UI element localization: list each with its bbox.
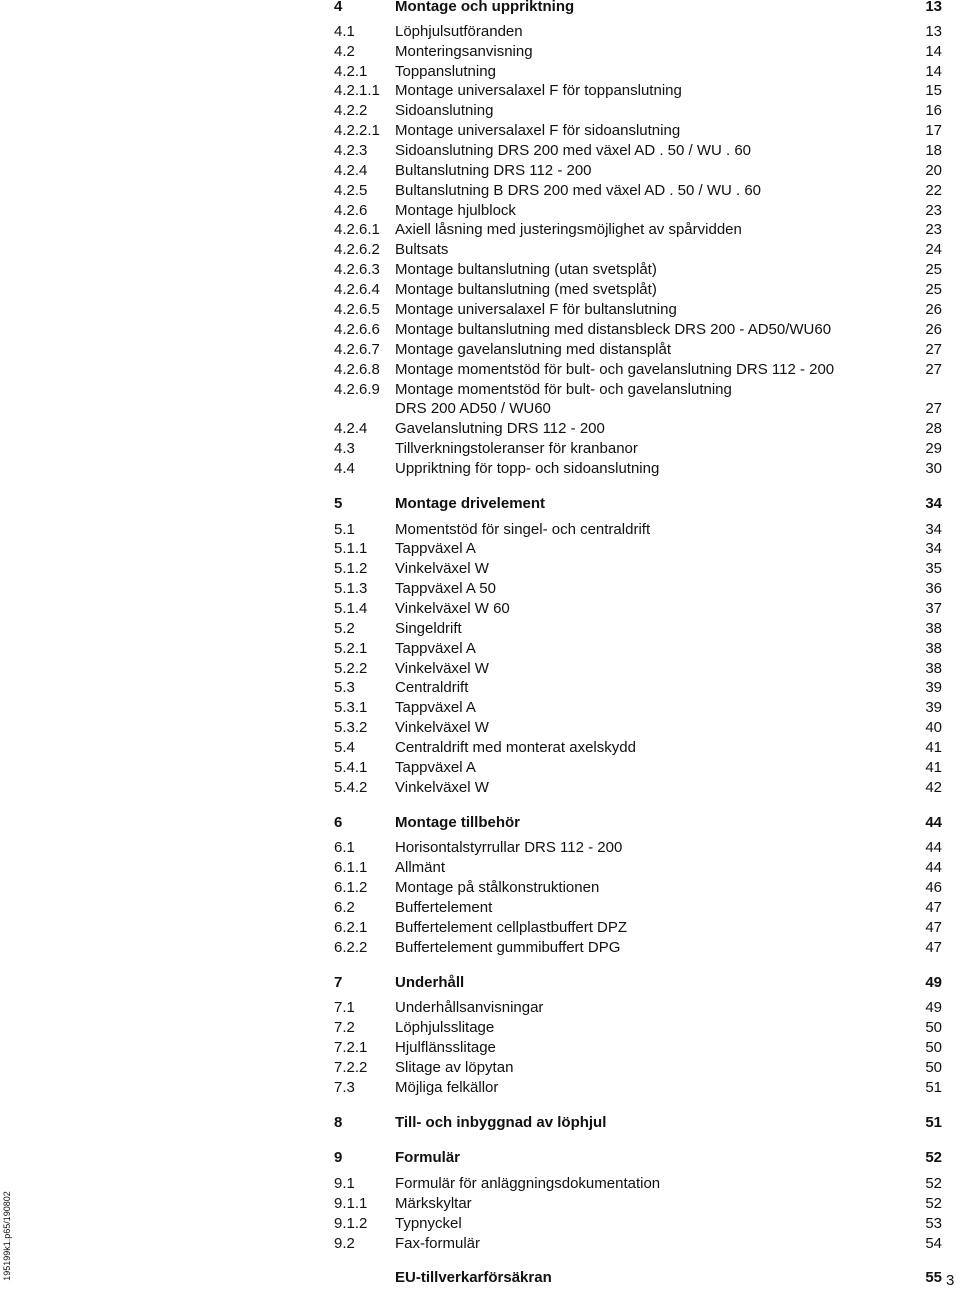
toc-heading [334,813,942,833]
toc-section-number: 4.2.6.3 [334,261,380,278]
toc-entry [334,1018,942,1038]
toc-page-number: 38 [925,640,942,657]
toc-section-title: Axiell låsning med justeringsmöjlighet av spårvidden [395,221,742,238]
toc-section-title: Centraldrift [395,679,469,696]
toc-section-title: Slitage av löpytan [395,1059,514,1076]
toc-section-number: 4.2.6 [334,202,368,219]
toc-section-title: Formulär [395,1149,461,1166]
toc-section-title: Montage gavelanslutning med distansplåt [395,341,672,358]
toc-entry [334,42,942,62]
toc-page-number: 25 [925,281,942,298]
toc-section-number: 4.2.6.4 [334,281,380,298]
toc-entry [334,260,942,280]
toc-section-title: Montage universalaxel F för sidoanslutning [395,122,681,139]
toc-page-number: 26 [925,321,942,338]
toc-entry [334,938,942,958]
toc-page-number: 55 [925,1269,942,1286]
toc-section-title: Montage universalaxel F för bultanslutning [395,301,677,318]
toc-section-number: 6.2.1 [334,919,368,936]
toc-section-number: 5.4.1 [334,759,368,776]
toc-entry [334,220,942,240]
toc-entry [334,698,942,718]
toc-section-title: Momentstöd för singel- och centraldrift [395,521,651,538]
toc-page-number: 38 [925,660,942,677]
toc-page-number: 52 [925,1195,942,1212]
toc-section-number: 9.1.1 [334,1195,368,1212]
toc-page-number: 23 [925,221,942,238]
toc-section-number: 5.4.2 [334,779,368,796]
toc-section-number: 5.3.1 [334,699,368,716]
toc-heading [334,1113,942,1133]
toc-page-number: 13 [925,0,942,15]
toc-section-number: 5.2.2 [334,660,368,677]
toc-page-number: 39 [925,699,942,716]
toc-entry [334,639,942,659]
toc-section-number: 6.2.2 [334,939,368,956]
toc-section-number: 7.2.1 [334,1039,368,1056]
toc-entry [334,539,942,559]
toc-section-number: 4.2.6.8 [334,361,380,378]
toc-page-number: 16 [925,102,942,119]
toc-entry [334,141,942,161]
toc-section-title: Bultanslutning DRS 112 - 200 [395,162,592,179]
toc-entry [334,1234,942,1254]
toc-page-number: 25 [925,261,942,278]
toc-entry [334,399,942,419]
toc-page-number: 46 [925,879,942,896]
toc-page-number: 37 [925,600,942,617]
toc-section-title: Montage och uppriktning [395,0,575,15]
toc-page-number: 27 [925,341,942,358]
toc-section-number: 4.2.4 [334,162,368,179]
toc-section-title: Singeldrift [395,620,462,637]
toc-section-title: Möjliga felkällor [395,1079,499,1096]
toc-section-number: 7.3 [334,1079,355,1096]
toc-page-number: 39 [925,679,942,696]
toc-section-number: 5.1.1 [334,540,368,557]
toc-page-number: 29 [925,440,942,457]
toc-entry [334,520,942,540]
toc-section-title: EU-tillverkarförsäkran [395,1269,552,1286]
toc-section-number: 5.1.3 [334,580,368,597]
toc-page-number: 50 [925,1039,942,1056]
page-number: 3 [946,1272,955,1289]
toc-section-title: Tappväxel A 50 [395,580,496,597]
toc-entry [334,161,942,181]
toc-page-number: 22 [925,182,942,199]
toc-page-number: 34 [925,495,942,512]
toc-section-title: Centraldrift med monterat axelskydd [395,739,636,756]
toc-page-number: 51 [925,1079,942,1096]
toc-entry [334,918,942,938]
toc-section-number: 4.2.6.2 [334,241,380,258]
toc-page-number: 15 [925,82,942,99]
toc-page-number: 42 [925,779,942,796]
toc-page-number: 41 [925,759,942,776]
toc-section-title: Montage tillbehör [395,814,520,831]
toc-entry [334,181,942,201]
toc-section-number: 5.1.4 [334,600,368,617]
toc-section-number: 5.1.2 [334,560,368,577]
toc-section-title: Montage universalaxel F för toppanslutning [395,82,682,99]
toc-entry [334,678,942,698]
toc-entry [334,459,942,479]
toc-entry [334,1038,942,1058]
toc-page-number: 17 [925,122,942,139]
toc-section-title: Vinkelväxel W [395,660,489,677]
toc-section-title: Löphjulsutföranden [395,23,523,40]
toc-section-title: Montage drivelement [395,495,546,512]
toc-page-number: 53 [925,1215,942,1232]
toc-section-number: 4.2.1.1 [334,82,380,99]
toc-section-number: 5.1 [334,521,355,538]
toc-entry [334,121,942,141]
toc-section-title: Montage bultanslutning med distansbleck DRS 200 - AD50/WU60 [395,321,832,338]
toc-entry [334,240,942,260]
toc-page-number: 14 [925,43,942,60]
toc-section-number: 4.3 [334,440,355,457]
toc-section-number: 6 [334,814,343,831]
toc-section-number: 6.1.2 [334,879,368,896]
toc-entry [334,858,942,878]
toc-page-number: 52 [925,1149,942,1166]
toc-page-number: 20 [925,162,942,179]
toc-entry [334,718,942,738]
toc-page-number: 52 [925,1175,942,1192]
toc-section-number: 6.1.1 [334,859,368,876]
toc-page-number: 27 [925,361,942,378]
toc-entry [334,659,942,679]
toc-entry [334,559,942,579]
toc-page-number: 18 [925,142,942,159]
toc-entry [334,898,942,918]
toc-page-number: 34 [925,521,942,538]
toc-section-title: Till- och inbyggnad av löphjul [395,1114,607,1131]
toc-page-number: 30 [925,460,942,477]
toc-entry [334,1194,942,1214]
toc-entry [334,579,942,599]
toc-section-title: Tappväxel A [395,540,476,557]
toc-section-number: 5.2.1 [334,640,368,657]
toc-section-title: Buffertelement cellplastbuffert DPZ [395,919,628,936]
toc-section-title: Monteringsanvisning [395,43,533,60]
toc-section-number: 4.4 [334,460,355,477]
toc-entry [334,998,942,1018]
toc-page-number: 13 [925,23,942,40]
toc-section-title: Montage bultanslutning (utan svetsplåt) [395,261,657,278]
toc-section-title: DRS 200 AD50 / WU60 [395,400,551,417]
toc-section-title: Toppanslutning [395,63,496,80]
toc-section-number: 7.2 [334,1019,355,1036]
toc-page-number: 49 [925,974,942,991]
toc-section-number: 5.3 [334,679,355,696]
toc-entry [334,619,942,639]
toc-section-title: Montage bultanslutning (med svetsplåt) [395,281,657,298]
toc-section-number: 4.2.3 [334,142,368,159]
toc-section-title: Horisontalstyrrullar DRS 112 - 200 [395,839,623,856]
toc-section-title: Formulär för anläggningsdokumentation [395,1175,661,1192]
toc-section-number: 4.1 [334,23,355,40]
toc-page-number: 26 [925,301,942,318]
toc-section-number: 6.1 [334,839,355,856]
toc-section-number: 7.2.2 [334,1059,368,1076]
toc-section-title: Vinkelväxel W [395,779,489,796]
toc-section-title: Uppriktning för topp- och sidoanslutning [395,460,660,477]
toc-entry [334,778,942,798]
toc-section-title: Underhåll [395,974,465,991]
toc-entry [334,599,942,619]
toc-page-number: 28 [925,420,942,437]
toc-section-title: Bultsats [395,241,449,258]
toc-section-number: 7.1 [334,999,355,1016]
toc-page-number: 34 [925,540,942,557]
toc-section-number: 7 [334,974,343,991]
toc-entry [334,1214,942,1234]
toc-page-number: 44 [925,859,942,876]
toc-section-number: 4.2.6.7 [334,341,380,358]
toc-page-number: 49 [925,999,942,1016]
toc-entry [334,738,942,758]
toc-section-title: Bultanslutning B DRS 200 med växel AD . 50 / WU . 60 [395,182,762,199]
toc-entry [334,1174,942,1194]
toc-section-title: Buffertelement [395,899,493,916]
toc-section-title: Typnyckel [395,1215,462,1232]
toc-section-title: Löphjulsslitage [395,1019,495,1036]
toc-section-number: 4.2.6.9 [334,381,380,398]
toc-page-number: 24 [925,241,942,258]
toc-section-number: 9.2 [334,1235,355,1252]
toc-entry [334,439,942,459]
toc-page-number: 44 [925,814,942,831]
toc-section-number: 4.2.5 [334,182,368,199]
toc-section-number: 9.1 [334,1175,355,1192]
toc-entry [334,878,942,898]
toc-heading [334,494,942,514]
toc-entry [334,320,942,340]
toc-section-number: 4.2.1 [334,63,368,80]
toc-entry [334,1078,942,1098]
toc-section-number: 9.1.2 [334,1215,368,1232]
toc-entry [334,360,942,380]
toc-page-number: 40 [925,719,942,736]
toc-section-number: 4 [334,0,343,15]
toc-entry [334,758,942,778]
toc-section-number: 8 [334,1114,343,1131]
toc-section-title: Underhållsanvisningar [395,999,544,1016]
toc-entry [334,340,942,360]
toc-section-title: Montage momentstöd för bult- och gavelanslutning DRS 112 - 200 [395,361,835,378]
toc-page-number: 38 [925,620,942,637]
toc-page-number: 23 [925,202,942,219]
toc-section-number: 5.4 [334,739,355,756]
toc-section-number: 5.3.2 [334,719,368,736]
toc-section-title: Tappväxel A [395,759,476,776]
toc-section-title: Hjulflänsslitage [395,1039,496,1056]
toc-section-title: Montage momentstöd för bult- och gavelanslutning [395,381,732,398]
toc-heading [334,1148,942,1168]
toc-entry [334,838,942,858]
toc-section-number: 9 [334,1149,343,1166]
toc-entry [334,419,942,439]
side-file-code: 195199k1.p65/190802 [2,1191,12,1281]
toc-section-title: Märkskyltar [395,1195,472,1212]
toc-section-title: Montage hjulblock [395,202,516,219]
toc-section-title: Gavelanslutning DRS 112 - 200 [395,420,605,437]
toc-section-number: 4.2.6.5 [334,301,380,318]
toc-page-number: 36 [925,580,942,597]
toc-section-title: Buffertelement gummibuffert DPG [395,939,621,956]
toc-section-title: Fax-formulär [395,1235,481,1252]
toc-section-number: 4.2 [334,43,355,60]
toc-section-title: Vinkelväxel W [395,719,489,736]
toc-page-number: 51 [925,1114,942,1131]
toc-section-number: 4.2.4 [334,420,368,437]
toc-section-title: Vinkelväxel W 60 [395,600,510,617]
toc-page-number: 44 [925,839,942,856]
toc-entry [334,101,942,121]
toc-page-number: 35 [925,560,942,577]
toc-section-number: 4.2.6.1 [334,221,380,238]
toc-entry [334,81,942,101]
toc-section-number: 4.2.2.1 [334,122,380,139]
toc-entry [334,62,942,82]
toc-section-title: Vinkelväxel W [395,560,489,577]
toc-page-number: 47 [925,939,942,956]
toc-page-number: 14 [925,63,942,80]
toc-heading [334,973,942,993]
toc-page-number: 54 [925,1235,942,1252]
toc-section-title: Sidoanslutning DRS 200 med växel AD . 50 / WU . 60 [395,142,752,159]
toc-section-number: 6.2 [334,899,355,916]
toc-section-title: Allmänt [395,859,446,876]
toc-section-number: 4.2.6.6 [334,321,380,338]
toc-entry [334,300,942,320]
toc-heading [334,0,942,17]
toc-entry [334,380,942,400]
toc-page-number: 50 [925,1019,942,1036]
toc-page-number: 47 [925,899,942,916]
toc-page-number: 47 [925,919,942,936]
toc-section-number: 4.2.2 [334,102,368,119]
toc-section-title: Montage på stålkonstruktionen [395,879,600,896]
toc-page-number: 50 [925,1059,942,1076]
toc-entry [334,1058,942,1078]
toc-section-title: Tappväxel A [395,640,476,657]
toc-section-number: 5.2 [334,620,355,637]
toc-entry [334,280,942,300]
toc-section-number: 5 [334,495,343,512]
toc-entry [334,201,942,221]
toc-page-number: 27 [925,400,942,417]
toc-section-title: Sidoanslutning [395,102,494,119]
toc-heading [334,1268,942,1288]
toc-page-number: 41 [925,739,942,756]
toc-section-title: Tappväxel A [395,699,476,716]
toc-section-title: Tillverkningstoleranser för kranbanor [395,440,638,457]
toc-entry [334,22,942,42]
